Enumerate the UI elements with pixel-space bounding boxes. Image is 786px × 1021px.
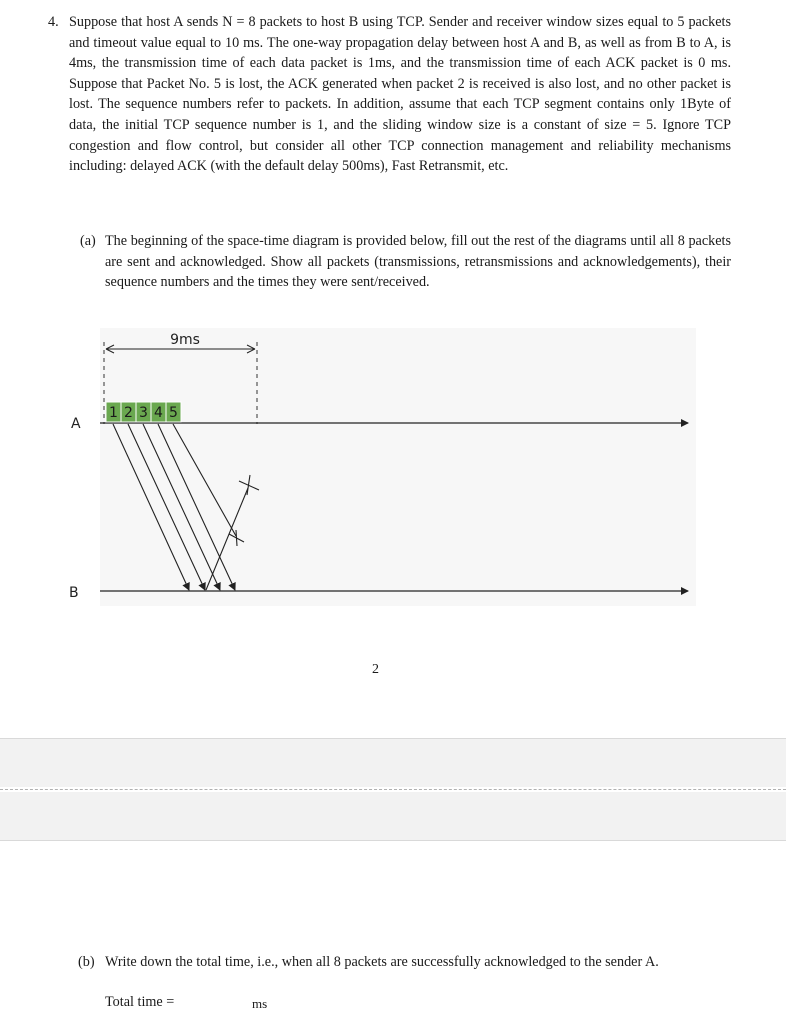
- packet-label-4: 4: [154, 405, 163, 421]
- page-break-divider: [0, 789, 786, 790]
- page-number: 2: [372, 662, 379, 677]
- host-b-label: B: [69, 585, 79, 601]
- part-a-label: (a): [80, 233, 96, 249]
- page-gap-top: [0, 738, 786, 787]
- packet-boxes: [106, 402, 181, 422]
- packet-label-1: 1: [109, 405, 118, 421]
- part-a-text: The beginning of the space-time diagram is provided below, fill out the rest of the diagrams until all 8 packets are sent and acknowledged. Show all packets (transmissions, retransmissions and acknowledgements), their sequence numbers and the times they were sent/received.: [105, 233, 731, 291]
- diagram-background: [100, 328, 696, 606]
- page-gap-bottom: [0, 792, 786, 841]
- packet-label-2: 2: [124, 405, 133, 421]
- part-b-label: (b): [78, 954, 95, 970]
- packet-label-3: 3: [139, 405, 148, 421]
- total-time-label: Total time =: [105, 994, 175, 1010]
- host-a-label: A: [71, 416, 81, 432]
- question-number: 4.: [48, 14, 59, 30]
- span-label: 9ms: [170, 332, 200, 348]
- space-time-diagram: [0, 320, 786, 620]
- total-time-unit: ms: [252, 996, 268, 1011]
- question-text: Suppose that host A sends N = 8 packets to host B using TCP. Sender and receiver window sizes equal to 5 packets and timeout value equal to 10 ms. The one-way propagation delay between host A and B, as well as from B to A, is 4ms, the transmission time of each data packet is 1ms, and the transmission time of each ACK packet is 0 ms. Suppose that Packet No. 5 is lost, the ACK generated when packet 2 is received is also lost, and no other packet is lost. The sequence numbers refer to packets. In addition, assume that each TCP segment contains only 1Byte of data, the initial TCP sequence number is 1, and the sliding window size is a constant of size = 5. Ignore TCP congestion and flow control, but consider all other TCP connection management and reliability mechanisms including: delayed ACK (with the default delay 500ms), Fast Retransmit, etc.: [69, 14, 731, 175]
- packet-label-5: 5: [169, 405, 178, 421]
- part-b-text: Write down the total time, i.e., when all 8 packets are successfully acknowledged to the sender A.: [105, 954, 659, 970]
